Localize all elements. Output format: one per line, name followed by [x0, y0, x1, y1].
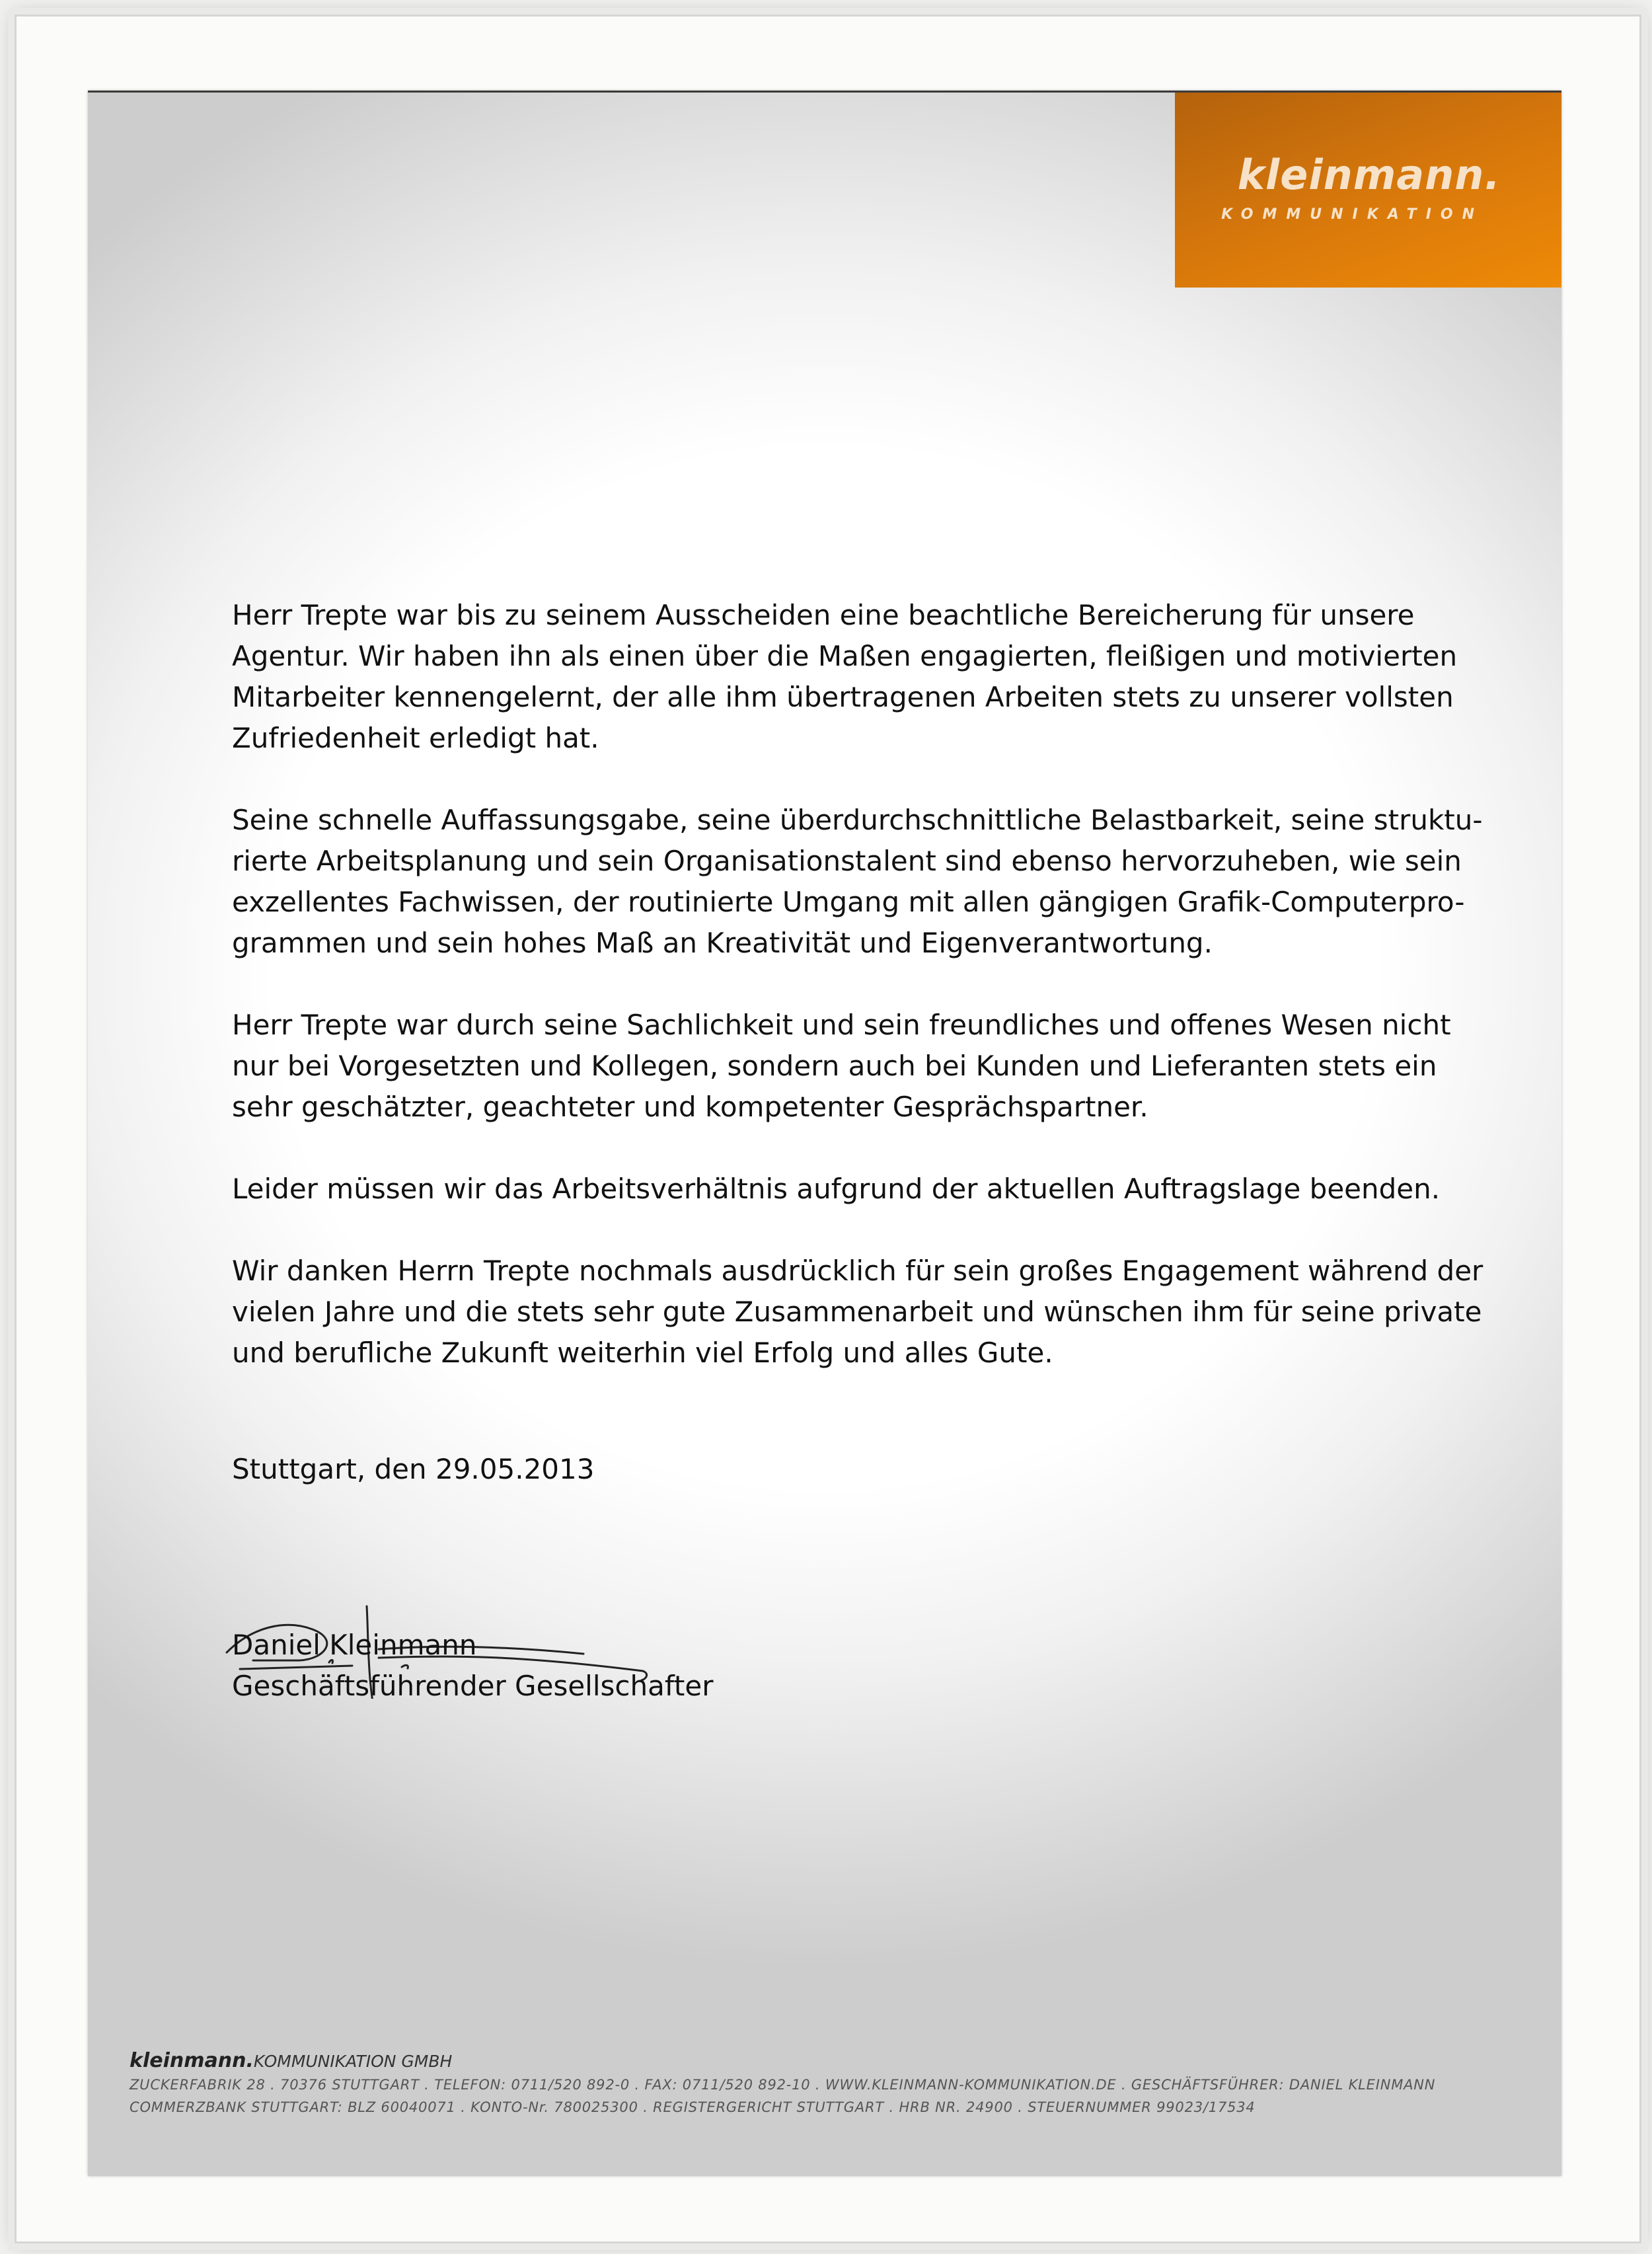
letter-sheet — [88, 91, 1561, 2176]
paragraph-3: Herr Trepte war durch seine Sachlichkeit und sein freundliches und offenes Wesen nicht nur bei Vorgesetzten und Kollegen, sondern auch bei Kunden und Lieferanten stets ein sehr geschätzter, geachteter und kompetenter Gesprächspartner. — [232, 1009, 1451, 1123]
footer-address-line: ZUCKERFABRIK 28 . 70376 STUTTGART . TELEFON: 0711/520 892-0 . FAX: 0711/520 892-10 . WWW.KLEINMANN-KOMMUNIKATION.DE . GESCHÄFTSFÜHRER: DANIEL KLEINMANN — [130, 2077, 1436, 2093]
footer-company-name: KOMMUNIKATION GMBH — [253, 2052, 453, 2071]
signer-name: Daniel Kleinmann — [232, 1629, 477, 1661]
footer-brand: kleinmann. — [130, 2049, 254, 2072]
company-logo — [1175, 93, 1561, 288]
signer-block — [232, 1625, 713, 1707]
paragraph-1: Herr Trepte war bis zu seinem Ausscheiden eine beachtliche Bereicherung für unsere Agentur. Wir haben ihn als einen über die Maßen engagierten, fleißigen und motivierten Mitarbeiter kennengelernt, der alle ihm übertragenen Arbeiten stets zu unserer vollsten Zufriedenheit erledigt hat. — [232, 599, 1458, 754]
paragraph-5: Wir danken Herrn Trepte nochmals ausdrücklich für sein großes Engagement während der vielen Jahre und die stets sehr gute Zusammenarbeit und wünschen ihm für seine private und berufliche Zukunft weiterhin viel Erfolg und alles Gute. — [232, 1255, 1483, 1369]
place-and-date: Stuttgart, den 29.05.2013 — [232, 1453, 595, 1485]
logo-wordmark: kleinmann. — [1237, 151, 1501, 199]
footer-bank-line: COMMERZBANK STUTTGART: BLZ 60040071 . KONTO-Nr. 780025300 . REGISTERGERICHT STUTTGART . HRB NR. 24900 . STEUERNUMMER 99023/17534 — [130, 2099, 1256, 2115]
letter-body — [232, 595, 1540, 1415]
paragraph-2: Seine schnelle Auffassungsgabe, seine überdurchschnittliche Belastbarkeit, seine struktu- rierte Arbeitsplanung und sein Organisationstalent sind ebenso hervorzuheben, wie sein exzellentes Fachwissen, der routinierte Umgang mit allen gängigen Grafik-Computerpro- grammen und sein hohes Maß an Kreativität und Eigenverantwortung. — [232, 804, 1483, 959]
logo-subtitle: KOMMUNIKATION — [1221, 206, 1483, 223]
paragraph-4: Leider müssen wir das Arbeitsverhältnis aufgrund der aktuellen Auftragslage beenden. — [232, 1173, 1441, 1205]
signer-title: Geschäftsführender Gesellschafter — [232, 1670, 714, 1702]
letter-footer — [130, 2049, 1544, 2118]
footer-company — [130, 2049, 1544, 2074]
